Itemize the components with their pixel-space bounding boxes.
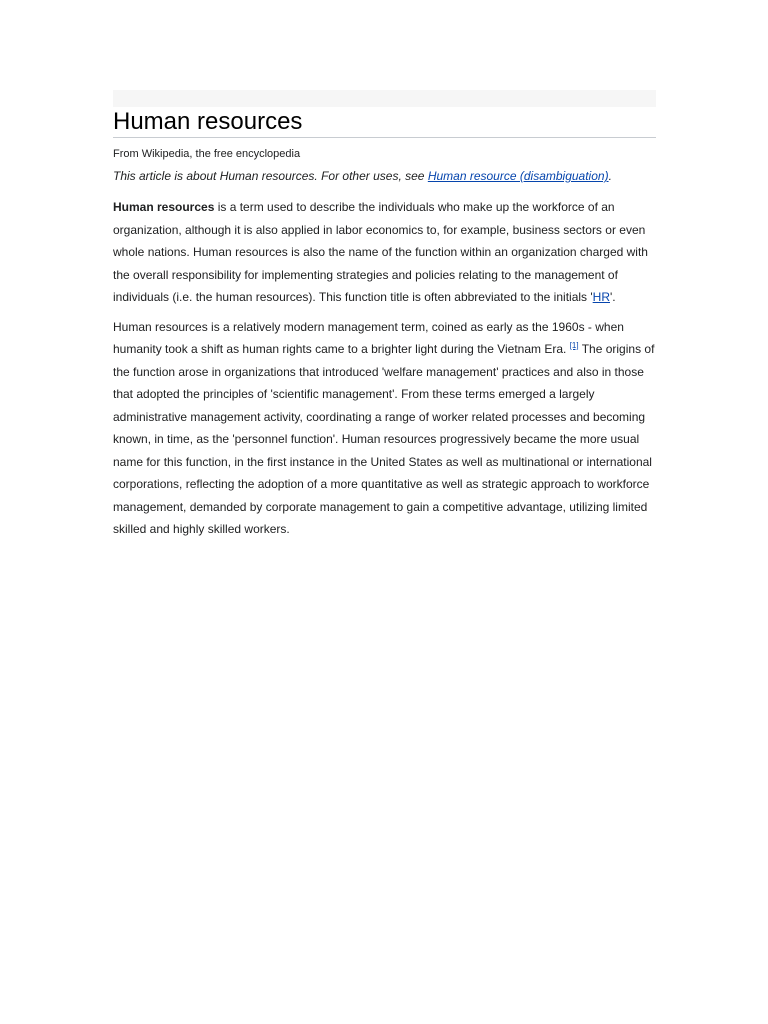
disambiguation-link[interactable]: Human resource (disambiguation)	[427, 169, 609, 183]
site-tagline: From Wikipedia, the free encyclopedia	[113, 148, 301, 160]
paragraph-intro-text: is a term used to describe the individuals who make up the workforce of an organization, although it is also applied in labor economics to, for example, business sectors or even whole nations. Human resources is also the name of the function within an organization charged with the overall responsibility for implementing strategies and policies relating to the management of individuals (i.e. the human resources). This function title is often abbreviated to the initials '	[113, 200, 648, 304]
page-title: Human resources	[113, 109, 656, 138]
paragraph-intro	[113, 196, 656, 309]
hatnote-suffix: .	[608, 169, 612, 183]
hatnote-prefix: This article is about Human resources. For other uses, see	[113, 169, 428, 183]
paragraph-history-text-2: The origins of the function arose in organizations that introduced 'welfare management' practices and also in those that adopted the principles of 'scientific management'. From these terms emerged a largely administrative management activity, coordinating a range of worker related processes and becoming known, in time, as the 'personnel function'. Human resources progressively became the more usual name for this function, in the first instance in the United States as well as multinational or international corporations, reflecting the adoption of a more quantitative as well as strategic approach to workforce management, demanded by corporate management to gain a competitive advantage, utilizing limited skilled and highly skilled workers.	[113, 342, 655, 536]
paragraph-intro-suffix: '.	[610, 290, 616, 304]
paragraph-history-text-1: Human resources is a relatively modern management term, coined as early as the 1960s - when humanity took a shift as human rights came to a brighter light during the Vietnam Era.	[113, 319, 624, 356]
bold-term: Human resources	[113, 200, 215, 214]
top-bar	[113, 90, 656, 107]
reference-link[interactable]: [1]	[569, 341, 579, 350]
article-page	[113, 90, 656, 541]
hatnote	[113, 168, 656, 184]
paragraph-history	[113, 316, 656, 541]
hr-link[interactable]: HR	[592, 290, 610, 304]
